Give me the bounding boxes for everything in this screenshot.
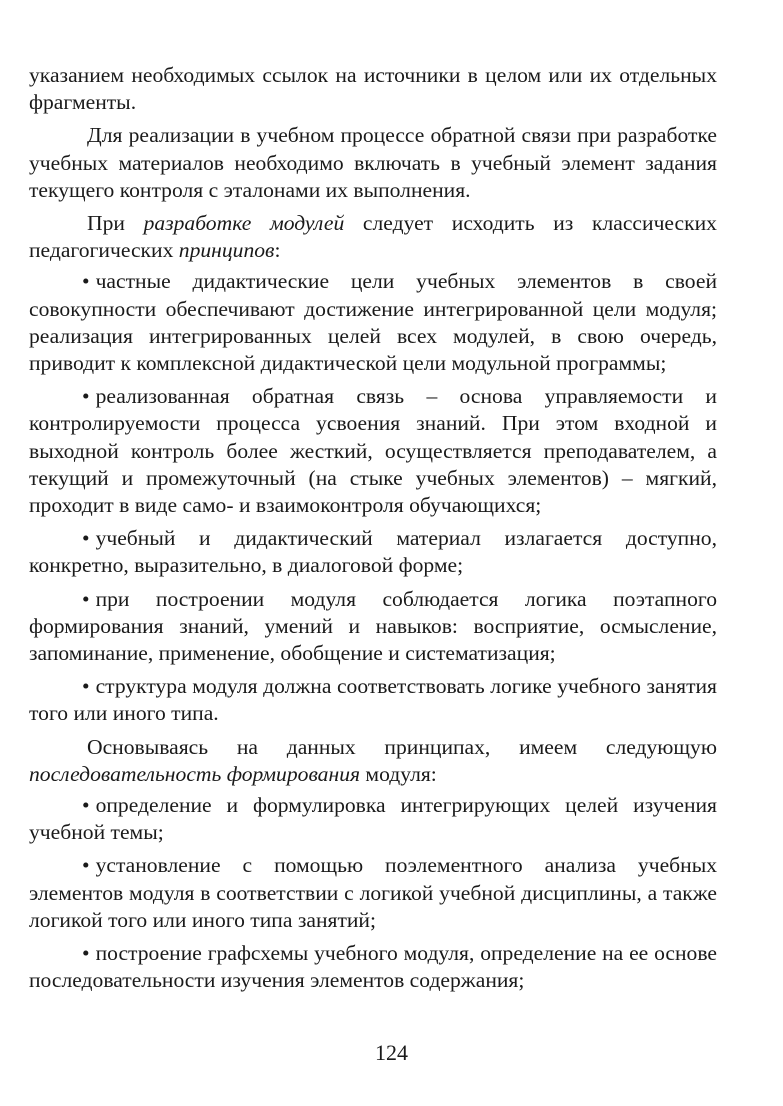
bullet-text: определение и формулировка интегрирующих целей изучения учебной темы; bbox=[29, 793, 717, 845]
bullet-icon: • bbox=[82, 793, 90, 818]
text-run: следует исходить из классических педагогических bbox=[29, 211, 717, 263]
bullet-icon: • bbox=[82, 941, 90, 966]
bullet-text: структура модуля должна соответствовать логике учебного занятия того или иного типа. bbox=[29, 674, 717, 726]
text-run: Основываясь на данных принципах, имеем следующую bbox=[87, 734, 717, 759]
paragraph-sequence bbox=[29, 734, 717, 788]
bullet-item bbox=[29, 792, 717, 846]
bullet-item bbox=[29, 673, 717, 727]
bullet-item bbox=[29, 268, 717, 377]
bullet-text: построение графсхемы учебного модуля, определение на ее основе последовательности изучения элементов содержания; bbox=[29, 941, 717, 993]
bullet-icon: • bbox=[82, 674, 90, 699]
bullet-text: при построении модуля соблюдается логика поэтапного формирования знаний, умений и навыков: восприятие, осмысление, запоминание, применение, обобщение и систематизация; bbox=[29, 586, 717, 666]
paragraph-continuation: указанием необходимых ссылок на источники в целом или их отдельных фрагменты. bbox=[29, 63, 717, 115]
bullet-text: частные дидактические цели учебных элементов в своей совокупности обеспечивают достижение интегрированной цели модуля; реализация интегрированных целей всех модулей, в свою очередь, приводит к комплексной дидактической цели модульной программы; bbox=[29, 269, 717, 376]
italic-term: разработке модулей bbox=[143, 211, 345, 236]
italic-term: принципов bbox=[178, 238, 275, 263]
text-run: : bbox=[274, 238, 281, 263]
paragraph-module-principles bbox=[29, 210, 717, 264]
page-body bbox=[29, 62, 717, 1001]
italic-term: последовательность формирования bbox=[29, 761, 361, 786]
bullet-icon: • bbox=[82, 586, 90, 611]
bullet-item bbox=[29, 586, 717, 668]
text-run: При bbox=[87, 211, 144, 236]
bullet-text: реализованная обратная связь – основа управляемости и контролируемости процесса усвоения знаний. При этом входной и выходной контроль более жесткий, осуществляется преподавателем, а текущий и промежуточный (на стыке учебных элементов) – мягкий, проходит в виде само- и взаимоконтроля обучающихся; bbox=[29, 384, 717, 518]
bullet-item bbox=[29, 383, 717, 519]
bullet-text: установление с помощью поэлементного анализа учебных элементов модуля в соответствии с логикой учебной дисциплины, а также логикой того или иного типа занятий; bbox=[29, 853, 717, 932]
bullet-item bbox=[29, 525, 717, 579]
paragraph-feedback: Для реализации в учебном процессе обратной связи при разработке учебных материалов необходимо включать в учебный элемент задания текущего контроля с эталонами их выполнения. bbox=[29, 123, 717, 202]
bullet-icon: • bbox=[82, 526, 90, 551]
bullet-item bbox=[29, 852, 717, 934]
bullet-icon: • bbox=[82, 853, 90, 878]
bullet-icon: • bbox=[82, 269, 90, 294]
text-run: модуля: bbox=[360, 761, 437, 786]
bullet-item bbox=[29, 940, 717, 994]
bullet-text: учебный и дидактический материал излагается доступно, конкретно, выразительно, в диалоговой форме; bbox=[29, 526, 717, 578]
bullet-icon: • bbox=[82, 384, 90, 409]
page-number: 124 bbox=[375, 1040, 408, 1065]
